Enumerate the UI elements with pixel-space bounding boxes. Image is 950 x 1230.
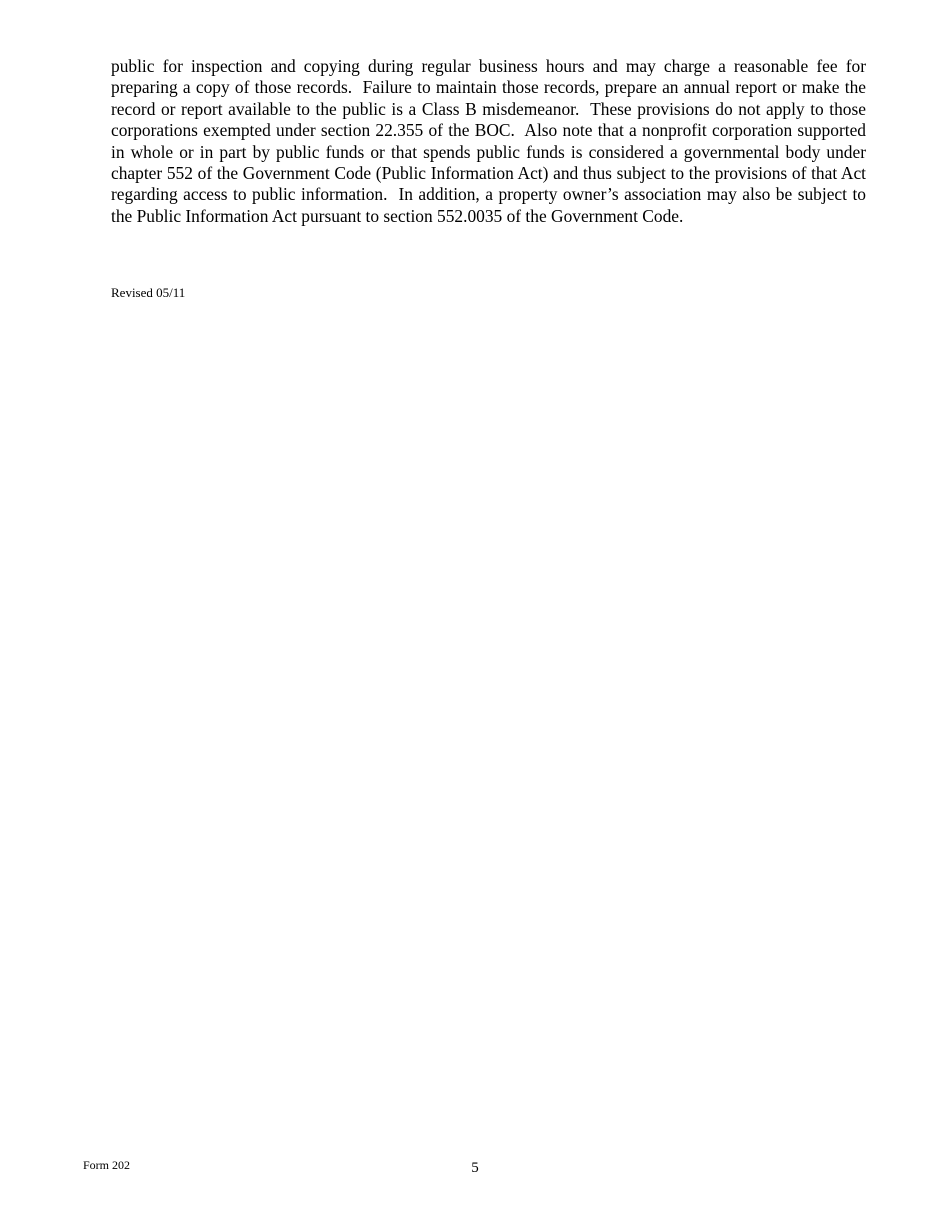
revision-note: Revised 05/11 — [111, 285, 186, 300]
footer-page-number: 5 — [471, 1160, 479, 1176]
footer-form-label: Form 202 — [83, 1158, 131, 1172]
body-paragraph: public for inspection and copying during regular business hours and may charge a reasonable fee for preparing a copy of those records. Failure to maintain those records, prepare an annual report or make the record or report available to the public is a Class B misdemeanor. These provisions do not apply to those corporations exempted under section 22.355 of the BOC. Also note that a nonprofit corporation supported in whole or in part by public funds or that spends public funds is considered a governmental body under chapter 552 of the Government Code (Public Information Act) and thus subject to the provisions of that Act regarding access to public information. In addition, a property owner’s association may also be subject to the Public Information Act pursuant to section 552.0035 of the Government Code. — [111, 56, 871, 226]
